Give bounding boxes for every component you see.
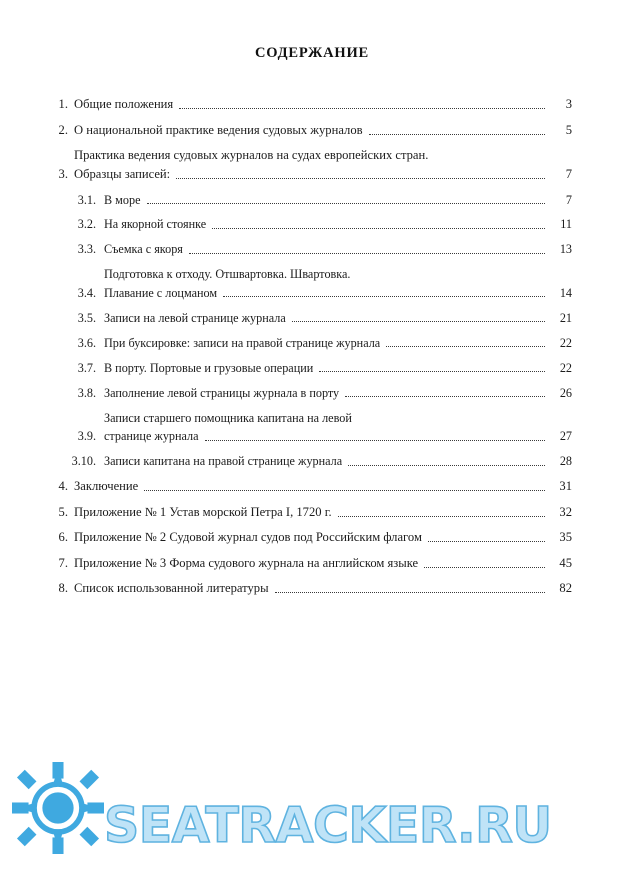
toc-entry[interactable]: [52, 529, 572, 546]
toc-leader-dots: [223, 295, 545, 297]
toc-entry-number: 3.5.: [77, 310, 96, 325]
toc-entry-number: 3.7.: [77, 360, 96, 375]
toc-entry-label: В море: [104, 192, 141, 207]
toc-entry[interactable]: [52, 555, 572, 572]
toc-entry[interactable]: [52, 410, 572, 445]
toc-entry-number: 7.: [58, 555, 68, 570]
toc-entry-number: 4.: [58, 479, 68, 494]
toc-page-number: 82: [559, 581, 572, 596]
toc-entry[interactable]: [52, 478, 572, 495]
toc-entry[interactable]: [52, 122, 572, 139]
toc-entry-label: Записи капитана на правой странице журнала: [104, 454, 343, 469]
toc-entry-number: 3.1.: [77, 192, 96, 207]
toc-entry-number: 3.2.: [77, 217, 96, 232]
toc-leader-dots: [147, 202, 546, 204]
toc-entry-number: 3.10.: [71, 454, 96, 469]
toc-entry[interactable]: [52, 147, 572, 183]
toc-entry[interactable]: [52, 504, 572, 521]
toc-entry-number: 5.: [58, 504, 68, 519]
toc-entry-number: 8.: [58, 581, 68, 596]
toc-page-number: 11: [560, 217, 572, 232]
toc-entry[interactable]: [52, 192, 572, 208]
toc-entry-label: Общие положения: [74, 97, 174, 111]
toc-leader-dots: [292, 320, 545, 322]
toc-leader-dots: [205, 439, 545, 441]
toc-entry-number: 1.: [58, 97, 68, 111]
toc-entry-label: На якорной стоянке: [104, 217, 207, 232]
toc-entry[interactable]: [52, 335, 572, 351]
toc-entry[interactable]: [52, 360, 572, 376]
toc-entry-number: 3.9.: [77, 429, 96, 444]
toc-page-number: 22: [559, 360, 572, 375]
toc-entry-label: Записи на левой странице журнала: [104, 310, 286, 325]
table-of-contents: [52, 96, 572, 597]
toc-entry-label: Приложение № 3 Форма судового журнала на английском языке: [74, 555, 419, 570]
sun-burst-icon: [12, 762, 104, 854]
toc-entry-label: Список использованной литературы: [74, 581, 269, 596]
toc-page-number: 7: [565, 167, 572, 181]
toc-page-number: 35: [559, 530, 572, 545]
toc-page-number: 7: [565, 192, 572, 207]
toc-leader-dots: [338, 515, 545, 517]
toc-entry[interactable]: [52, 241, 572, 257]
toc-entry-label: Приложение № 2 Судовой журнал судов под Российским флагом: [74, 530, 422, 545]
toc-page-number: 13: [559, 242, 572, 257]
toc-entry-label: Съемка с якоря: [104, 242, 183, 257]
toc-entry-label: Заполнение левой страницы журнала в порту: [104, 385, 340, 400]
toc-entry-number: 6.: [58, 530, 68, 545]
toc-page-number: 14: [559, 285, 572, 300]
toc-page-number: 5: [565, 122, 572, 137]
toc-entry-label: странице журнала: [104, 429, 199, 444]
toc-leader-dots: [176, 177, 545, 179]
toc-entry-label: Плавание с лоцманом: [104, 285, 218, 300]
toc-leader-dots: [424, 566, 545, 568]
toc-page-number: 28: [559, 454, 572, 469]
watermark: [0, 752, 618, 862]
toc-leader-dots: [345, 395, 545, 397]
toc-leader-dots: [179, 107, 545, 109]
toc-entry-label: О национальной практике ведения судовых журналов: [74, 122, 363, 137]
toc-entry-label: При буксировке: записи на правой странице журнала: [104, 335, 381, 350]
toc-entry-label: Приложение № 1 Устав морской Петра I, 1720 г.: [74, 504, 332, 519]
toc-page-number: 27: [559, 429, 572, 444]
toc-entry-label: Заключение: [74, 479, 139, 494]
toc-entry[interactable]: [52, 580, 572, 597]
toc-entry-label: Записи старшего помощника капитана на левой: [104, 410, 352, 425]
toc-leader-dots: [348, 464, 545, 466]
toc-entry[interactable]: [52, 310, 572, 326]
toc-page-number: 32: [559, 504, 572, 519]
watermark-text: SEATRACKER.RU: [104, 797, 552, 854]
toc-entry-number: 3.6.: [77, 335, 96, 350]
toc-page-number: 3: [565, 97, 572, 111]
toc-entry-number: 3.: [58, 167, 68, 181]
toc-entry-number: 3.4.: [77, 285, 96, 300]
toc-entry-number: 3.8.: [77, 385, 96, 400]
toc-leader-dots: [319, 370, 545, 372]
toc-leader-dots: [189, 252, 545, 254]
toc-page-number: 45: [559, 555, 572, 570]
toc-leader-dots: [144, 489, 545, 491]
toc-entry[interactable]: [52, 96, 572, 113]
toc-entry-label: Практика ведения судовых журналов на судах европейских стран.: [74, 148, 429, 162]
toc-leader-dots: [369, 133, 545, 135]
toc-page-number: 31: [559, 479, 572, 494]
toc-entry[interactable]: [52, 216, 572, 232]
toc-leader-dots: [275, 591, 545, 593]
toc-leader-dots: [212, 227, 545, 229]
toc-leader-dots: [386, 345, 545, 347]
toc-entry[interactable]: [52, 453, 572, 469]
toc-page-number: 26: [559, 385, 572, 400]
toc-entry-number: 3.3.: [77, 242, 96, 257]
toc-entry[interactable]: [52, 266, 572, 301]
toc-leader-dots: [428, 540, 545, 542]
toc-entry-label: Подготовка к отходу. Отшвартовка. Швартовка.: [104, 267, 351, 282]
toc-page-number: 21: [559, 310, 572, 325]
toc-entry[interactable]: [52, 385, 572, 401]
toc-page-number: 22: [559, 335, 572, 350]
toc-entry-label: Образцы записей:: [74, 167, 171, 181]
page-title: СОДЕРЖАНИЕ: [254, 45, 370, 61]
toc-entry-label: В порту. Портовые и грузовые операции: [104, 360, 314, 375]
toc-entry-number: 2.: [58, 122, 68, 137]
